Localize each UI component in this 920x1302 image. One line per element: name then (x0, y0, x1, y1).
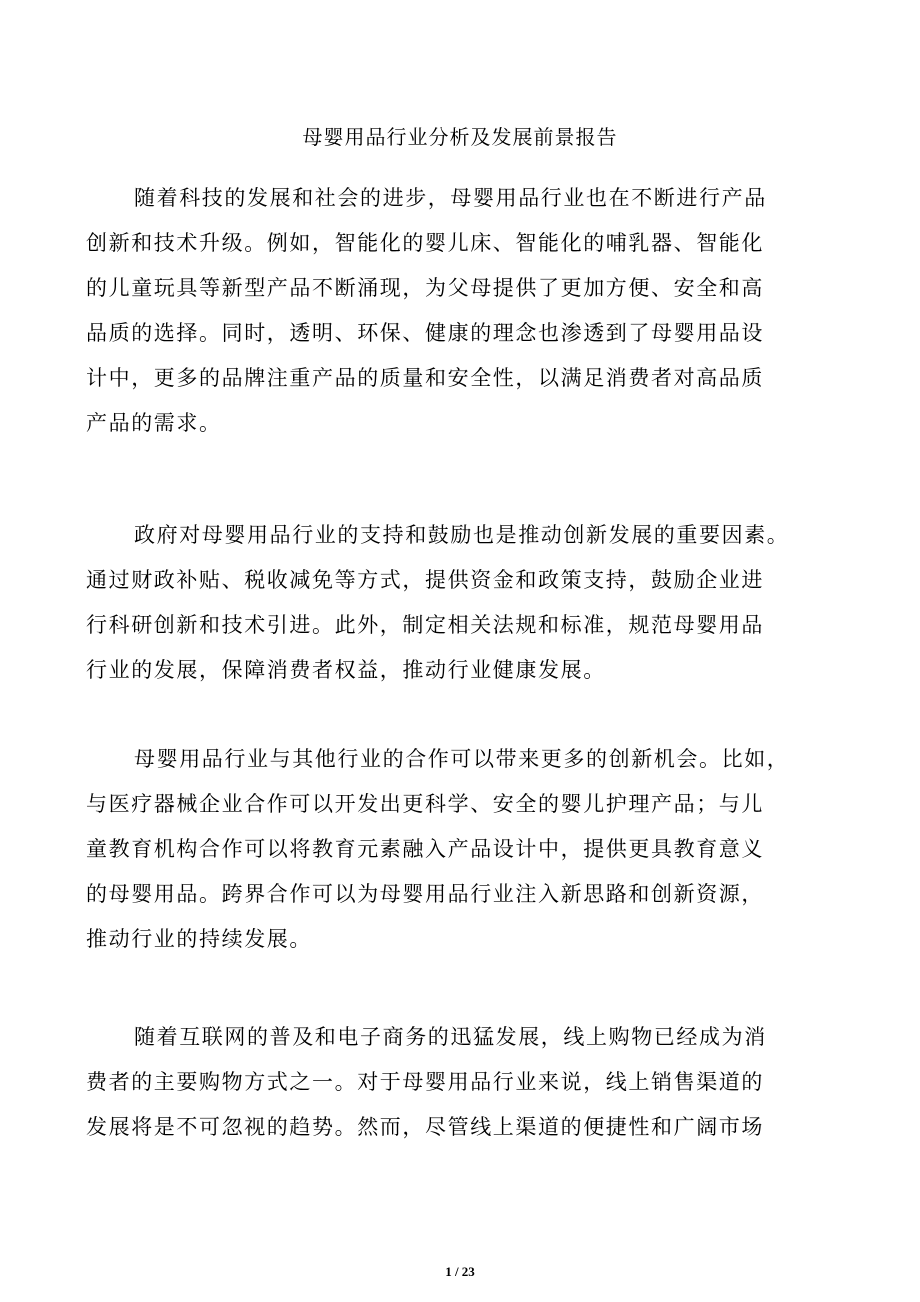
paragraph-line: 创新和技术升级。例如，智能化的婴儿床、智能化的哺乳器、智能化 (86, 231, 764, 255)
paragraph-line: 母婴用品行业与其他行业的合作可以带来更多的创新机会。比如， (134, 747, 790, 771)
paragraph-line: 发展将是不可忽视的趋势。然而，尽管线上渠道的便捷性和广阔市场 (86, 1115, 764, 1139)
paragraph-line: 行科研创新和技术引进。此外，制定相关法规和标准，规范母婴用品 (86, 613, 764, 637)
paragraph-line: 随着科技的发展和社会的进步，母婴用品行业也在不断进行产品 (134, 186, 767, 210)
paragraph-1 (86, 176, 767, 446)
paragraph-line: 随着互联网的普及和电子商务的迅猛发展，线上购物已经成为消 (134, 1025, 767, 1049)
page-title: 母婴用品行业分析及发展前景报告 (302, 125, 618, 149)
paragraph-line: 政府对母婴用品行业的支持和鼓励也是推动创新发展的重要因素。 (134, 523, 790, 547)
paragraph-2 (86, 513, 789, 693)
paragraph-line: 行业的发展，保障消费者权益，推动行业健康发展。 (86, 658, 606, 682)
paragraph-line: 的儿童玩具等新型产品不断涌现，为父母提供了更加方便、安全和高 (86, 276, 764, 300)
paragraph-line: 的母婴用品。跨界合作可以为母婴用品行业注入新思路和创新资源， (86, 882, 764, 906)
paragraph-line: 童教育机构合作可以将教育元素融入产品设计中，提供更具教育意义 (86, 837, 764, 861)
paragraph-line: 与医疗器械企业合作可以开发出更科学、安全的婴儿护理产品；与儿 (86, 792, 764, 816)
paragraph-line: 费者的主要购物方式之一。对于母婴用品行业来说，线上销售渠道的 (86, 1070, 764, 1094)
paragraph-line: 产品的需求。 (86, 411, 222, 435)
paragraph-line: 推动行业的持续发展。 (86, 927, 312, 951)
paragraph-3 (86, 737, 789, 962)
page-indicator: 1 / 23 (445, 1264, 475, 1279)
paragraph-line: 通过财政补贴、税收减免等方式，提供资金和政策支持，鼓励企业进 (86, 568, 764, 592)
paragraph-line: 计中，更多的品牌注重产品的质量和安全性，以满足消费者对高品质 (86, 366, 764, 390)
paragraph-4 (86, 1015, 767, 1150)
paragraph-line: 品质的选择。同时，透明、环保、健康的理念也渗透到了母婴用品设 (86, 321, 764, 345)
